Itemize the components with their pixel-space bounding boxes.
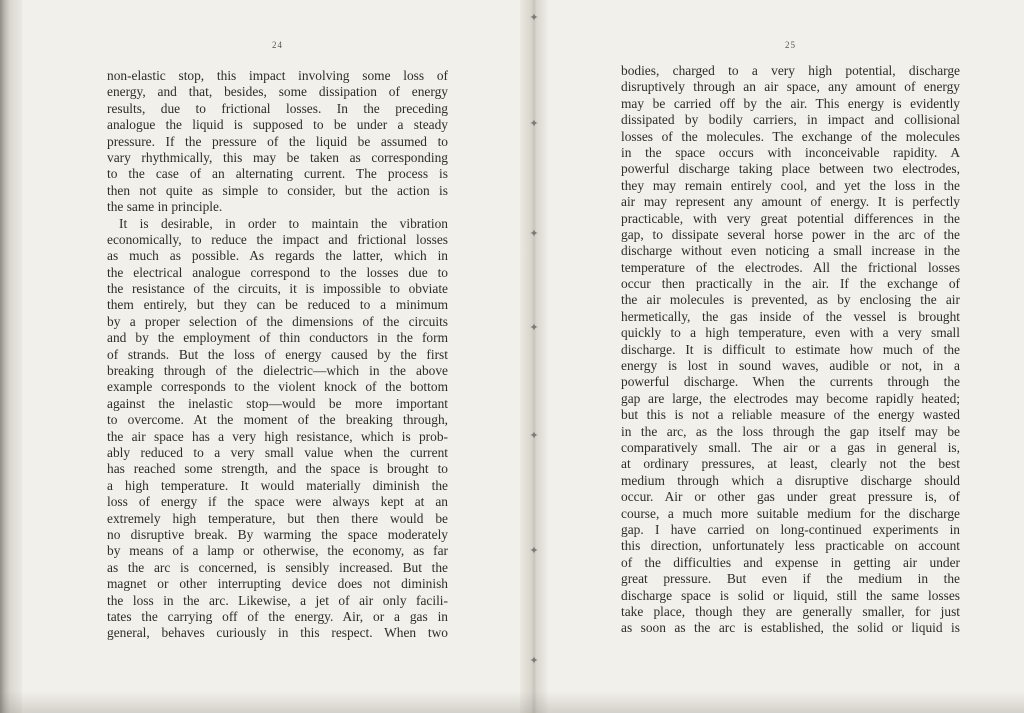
text-line: disruptively through an air space, any amount of energy — [621, 79, 960, 95]
text-line: discharge space is solid or liquid, still the same losses — [621, 587, 960, 603]
text-line: by means of a lamp or otherwise, the economy, as far — [107, 543, 448, 559]
bottom-edge-shadow — [0, 691, 1024, 713]
left-page — [107, 40, 448, 642]
text-line: the resistance of the circuits, it is impossible to obviate — [107, 281, 448, 297]
right-page — [621, 40, 960, 637]
text-line: analogue the liquid is supposed to be under a steady — [107, 117, 448, 133]
text-line: of strands. But the loss of energy caused by the first — [107, 346, 448, 362]
text-line: and by the employment of thin conductors in the form — [107, 330, 448, 346]
text-line: dissipated by bodily carriers, in impact and collisional — [621, 112, 960, 128]
text-line: course, a much more suitable medium for the discharge — [621, 505, 960, 521]
binding-stitch-icon: ✦ — [529, 429, 539, 442]
binding-stitch-icon: ✦ — [529, 227, 539, 240]
text-line: take place, though they are generally smaller, for just — [621, 603, 960, 619]
text-line: medium through which a disruptive discharge should — [621, 472, 960, 488]
page-edge-shadow — [0, 0, 22, 713]
page-number: 25 — [785, 40, 796, 50]
text-line: occur. Air or other gas under great pressure is, of — [621, 489, 960, 505]
text-line: pressure. If the pressure of the liquid be assumed to — [107, 133, 448, 149]
text-line: no disruptive break. By warming the space moderately — [107, 526, 448, 542]
text-line: gap are large, the electrodes may become rapidly heated; — [621, 390, 960, 406]
binding-stitch-icon: ✦ — [529, 654, 539, 667]
text-line: results, due to frictional losses. In the preceding — [107, 100, 448, 116]
text-line: ably reduced to a very small value when the current — [107, 444, 448, 460]
text-line: practicable, with very great potential differences in the — [621, 210, 960, 226]
text-line: the same in principle. — [107, 199, 223, 215]
text-line: general, behaves curiously in this respect. When two — [107, 625, 448, 641]
text-line: the loss in the arc. Likewise, a jet of air only facili- — [107, 592, 448, 608]
text-line: then not quite as simple to consider, but the action is — [107, 182, 448, 198]
text-line: temperature of the electrodes. All the frictional losses — [621, 259, 960, 275]
text-line: tates the carrying off of the energy. Air, or a gas in — [107, 608, 448, 624]
text-line: against the inelastic stop—would be more important — [107, 395, 448, 411]
text-line: gap. I have carried on long-continued experiments in — [621, 521, 960, 537]
text-line: example corresponds to the violent knock of the bottom — [107, 379, 448, 395]
text-line: as much as possible. As regards the latter, which in — [107, 248, 448, 264]
text-line: It is desirable, in order to maintain the vibration — [119, 215, 448, 231]
text-line: may be carried off by the air. This energy is evidently — [621, 95, 960, 111]
text-line: hermetically, the gas inside of the vessel is brought — [621, 308, 960, 324]
binding-stitch-icon: ✦ — [529, 117, 539, 130]
text-line: but this is not a reliable measure of the energy wasted — [621, 407, 960, 423]
text-line: in the arc, as the loss through the gap itself may be — [621, 423, 960, 439]
page-body — [621, 63, 960, 637]
text-line: by a proper selection of the dimensions of the circuits — [107, 313, 448, 329]
text-line: energy, and that, besides, some dissipation of energy — [107, 84, 448, 100]
text-line: comparatively small. The air or a gas in general is, — [621, 439, 960, 455]
text-line: has reached some strength, and the space is brought to — [107, 461, 448, 477]
text-line: as the arc is concerned, is sensibly increased. But the — [107, 559, 448, 575]
text-line: economically, to reduce the impact and frictional losses — [107, 231, 448, 247]
text-line: powerful discharge. When the currents through the — [621, 374, 960, 390]
text-line: at ordinary pressures, at least, clearly not the best — [621, 456, 960, 472]
text-line: magnet or other interrupting device does not diminish — [107, 576, 448, 592]
text-line: powerful discharge taking place between two electrodes, — [621, 161, 960, 177]
binding-stitch-icon: ✦ — [529, 544, 539, 557]
text-line: extremely high temperature, but then there would be — [107, 510, 448, 526]
text-line: quickly to a high temperature, even with a very small — [621, 325, 960, 341]
text-line: them entirely, but they can be reduced to a minimum — [107, 297, 448, 313]
text-line: bodies, charged to a very high potential, discharge — [621, 63, 960, 78]
page-number: 24 — [272, 40, 283, 50]
text-line: breaking through of the dielectric—which in the above — [107, 363, 448, 379]
text-line: great pressure. But even if the medium in the — [621, 571, 960, 587]
text-line: gap, to dissipate several horse power in the arc of the — [621, 226, 960, 242]
page-body — [107, 68, 448, 642]
text-line: discharge without even noticing a small increase in the — [621, 243, 960, 259]
text-line: the air molecules is prevented, as by enclosing the air — [621, 292, 960, 308]
text-line: the air space has a very high resistance, which is prob- — [107, 428, 448, 444]
text-line: non-elastic stop, this impact involving some loss of — [107, 68, 448, 83]
text-line: energy is lost in sound waves, audible or not, in a — [621, 358, 960, 374]
text-line: loss of energy if the space were always kept at an — [107, 494, 448, 510]
book-gutter — [520, 0, 548, 713]
binding-stitch-icon: ✦ — [529, 321, 539, 334]
text-line: the electrical analogue correspond to the losses due to — [107, 264, 448, 280]
text-line: vary rhythmically, this may be taken as corresponding — [107, 149, 448, 165]
text-line: air may represent any amount of energy. It is perfectly — [621, 194, 960, 210]
text-line: this direction, unfortunately less practicable on account — [621, 538, 960, 554]
text-line: discharge. It is difficult to estimate how much of the — [621, 341, 960, 357]
binding-stitch-icon: ✦ — [529, 11, 539, 24]
text-line: in the space occurs with inconceivable rapidity. A — [621, 144, 960, 160]
text-line: as soon as the arc is established, the solid or liquid is — [621, 620, 960, 636]
text-line: a high temperature. It would materially diminish the — [107, 477, 448, 493]
text-line: losses of the molecules. The exchange of the molecules — [621, 128, 960, 144]
text-line: of the difficulties and expense in getting air under — [621, 554, 960, 570]
text-line: to the case of an alternating current. The process is — [107, 166, 448, 182]
text-line: they may remain entirely cool, and yet the loss in the — [621, 177, 960, 193]
text-line: occur then practically in the air. If the exchange of — [621, 276, 960, 292]
text-line: to overcome. At the moment of the breaking through, — [107, 412, 448, 428]
